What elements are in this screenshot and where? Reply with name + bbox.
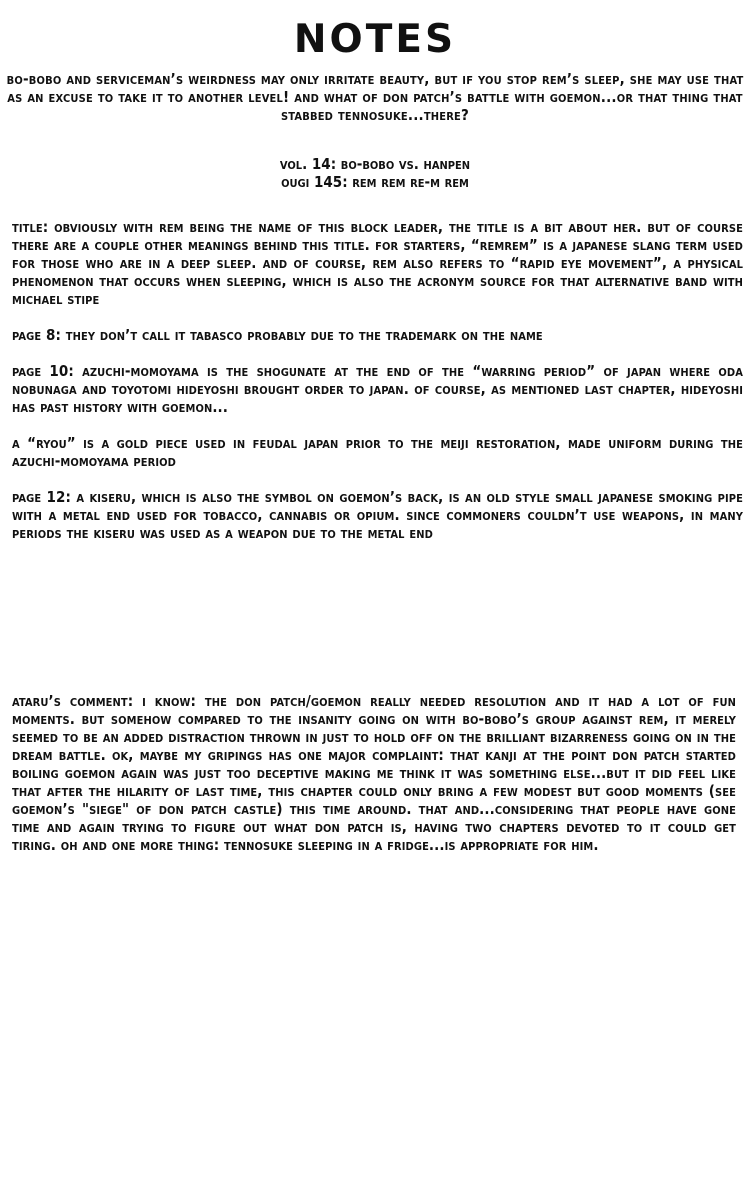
- intro-paragraph: bo-bobo and serviceman’s weirdness may only irritate beauty, but if you stop rem’s sleep, she may use that as an excuse to take it to another level! and what of don patch’s battle with goemon...or that thing that stabbed tennosuke...there?: [6, 70, 744, 124]
- page-title: notes: [293, 1, 457, 66]
- note-page-10: page 10: azuchi-momoyama is the shogunate at the end of the “warring period” of japan where oda nobunaga and toyotomi hideyoshi brought order to japan. of course, as mentioned last chapter, hideyoshi has past history with goemon...: [12, 362, 743, 416]
- note-page-12: page 12: a kiseru, which is also the symbol on goemon’s back, is an old style small japanese smoking pipe with a metal end used for tobacco, cannabis or opium. since commoners couldn’t use weapons, in many periods the kiseru was used as a weapon due to the metal end: [12, 488, 743, 542]
- volume-line: vol. 14: bo-bobo vs. hanpen: [279, 155, 471, 173]
- translator-comment: ataru’s comment: i know: the don patch/goemon really needed resolution and it had a lot of fun moments. but somehow compared to the insanity going on with bo-bobo’s group against rem, it merely seemed to be an added distraction thrown in just to hold off on the brilliant bizarreness going on in the dream battle. ok, maybe my gripings has one major complaint: that kanji at the point don patch started boiling goemon again was just too deceptive making me think it was something else...but it did feel like that after the hilarity of last time, this chapter could only bring a few modest but good moments (see goemon’s "siege" of don patch castle) this time around. that and...considering that people have gone time and again trying to figure out what don patch is, having two chapters devoted to it could get tiring. oh and one more thing: tennosuke sleeping in a fridge...is appropriate for him.: [12, 692, 736, 854]
- note-page-8: page 8: they don’t call it tabasco probably due to the trademark on the name: [12, 326, 543, 344]
- chapter-line: ougi 145: rem rem re-m rem: [281, 173, 469, 191]
- note-ryou: a “ryou” is a gold piece used in feudal japan prior to the meiji restoration, made uniform during the azuchi-momoyama period: [12, 434, 743, 470]
- notes-list: [12, 218, 743, 560]
- note-title: title: obviously with rem being the name of this block leader, the title is a bit about her. but of course there are a couple other meanings behind this title. for starters, “remrem” is a japanese slang term used for those who are in a deep sleep. and of course, rem also refers to “rapid eye movement”, a physical phenomenon that occurs when sleeping, which is also the acronym source for that alternative band with michael stipe: [12, 218, 743, 308]
- volume-info: [0, 155, 750, 191]
